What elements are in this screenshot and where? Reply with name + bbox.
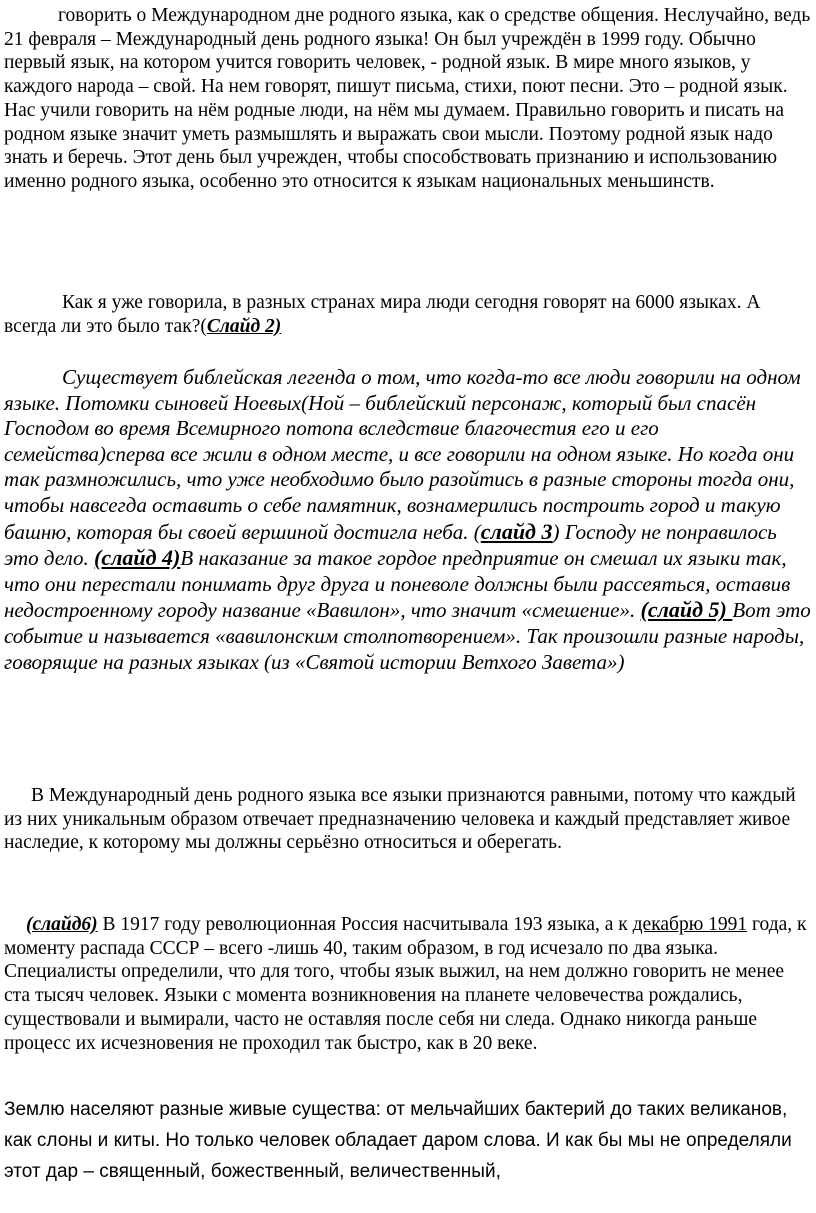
paragraph-6000-languages: Как я уже говорила, в разных странах мира люди сегодня говорят на 6000 языках. А всегда ли это было так?(Слайд 2) [4,292,761,337]
paragraph-gift-of-speech: Землю населяют разные живые существа: от мельчайших бактерий до таких великанов, как слоны и киты. Но только человек обладает даром слова. И как бы мы не определяли этот дар – священный, божественный, величественный, [4,1099,792,1182]
slide-6-label: (слайд6) [26,914,98,935]
paragraph-languages-disappearing: (слайд6) В 1917 году революционная Россия насчитывала 193 языка, а к декабрю 1991 года, к моменту распада СССР – всего -лишь 40, таким образом, в год исчезало по два языка. Специалисты определили, что для того, чтобы язык выжил, на нем должно говорить не менее ста тысяч человек. Языки с момента возникновения на планете человечества рождались, существовали и вымирали, часто не оставляя после себя ни следа. Однако никогда раньше процесс их исчезновения не проходил так быстро, как в 20 веке. [4,914,807,1054]
slide-5-label: (слайд 5) [640,597,733,623]
slide-4-label: (слайд 4) [94,545,181,571]
paragraph-babel-legend: Существует библейская легенда о том, что когда-то все люди говорили на одном языке. Потомки сыновей Ноевых(Ной – библейский персонаж, который был спасён Господом во время Всемирного потопа вследствие благочестия его и его семейства)сперва все жили в одном месте, и все говорили на одном языке. Но когда они так размножились, что уже необходимо было разойтись в разные стороны тогда они, чтобы навсегда оставить о себе памятник, вознамерились построить город и такую башню, которая бы своей вершиной достигла неба. (слайд 3) Господу не понравилось это дело. (слайд 4)В наказание за такое гордое предприятие он смешал их языки так, что они перестали понимать друг друга и поневоле должны были рассеяться, оставив недостроенному городу название «Вавилон», что значит «смешение». (слайд 5) Вот это событие и называется «вавилонским столпотворением». Так произошли разные народы, говорящие на разных языках (из «Святой истории Ветхого Завета») [4,365,811,674]
paragraph-mother-tongue-day: говорить о Международном дне родного языка, как о средстве общения. Неслучайно, ведь 21 февраля – Международный день родного языка! Он был учреждён в 1999 году. Обычно первый язык, на котором учится говорить человек, - родной язык. В мире много языков, у каждого народа – свой. На нем говорят, пишут письма, стихи, поют песни. Это – родной язык. Нас учили говорить на нём родные люди, на нём мы думаем. Правильно говорить и писать на родном языке значит уметь размышлять и выражать свои мысли. Поэтому родной язык надо знать и беречь. Этот день был учрежден, чтобы способствовать признанию и использованию именно родного языка, особенно это относится к языкам национальных меньшинств. [4,5,811,192]
paragraph-languages-equal: В Международный день родного языка все языки признаются равными, потому что каждый из них уникальным образом отвечает предназначению человека и каждый представляет живое наследие, к которому мы должны серьёзно относиться и оберегать. [4,785,796,854]
slide-2-label: Слайд 2) [206,315,282,337]
slide-3-label: слайд 3 [480,518,553,544]
